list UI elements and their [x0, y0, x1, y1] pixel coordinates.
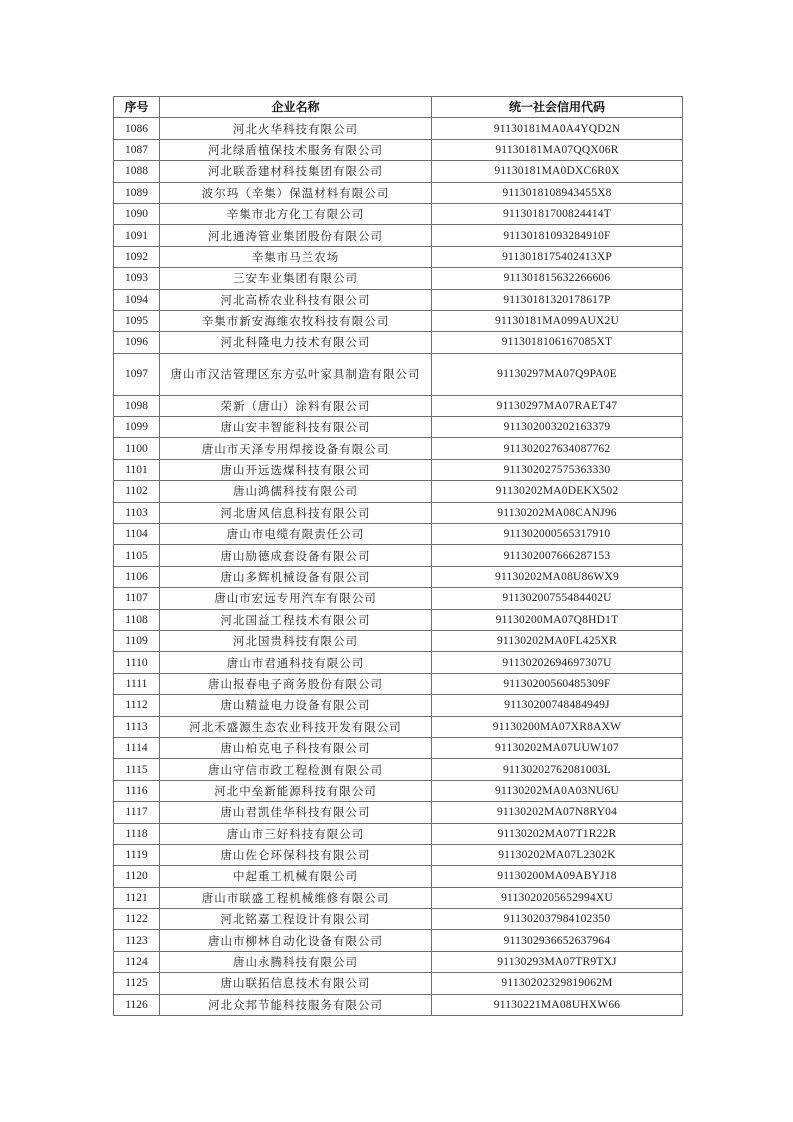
header-credit-code: 统一社会信用代码 [432, 97, 683, 118]
company-name: 唐山报春电子商务股份有限公司 [160, 673, 432, 694]
row-index: 1113 [114, 716, 160, 737]
company-name: 辛集市马兰农场 [160, 246, 432, 267]
table-row [114, 289, 683, 310]
table-row [114, 887, 683, 908]
row-index: 1095 [114, 310, 160, 331]
credit-code: 911302037984102350 [432, 909, 683, 930]
table-header-row [114, 97, 683, 118]
company-name: 河北科隆电力技术有限公司 [160, 332, 432, 353]
company-name: 波尔玛（辛集）保温材料有限公司 [160, 182, 432, 203]
credit-code: 91130202762081003L [432, 759, 683, 780]
company-name: 河北国益工程技术有限公司 [160, 609, 432, 630]
table-row [114, 866, 683, 887]
table-body [114, 118, 683, 1016]
row-index: 1112 [114, 695, 160, 716]
credit-code: 911302000565317910 [432, 524, 683, 545]
table-row [114, 502, 683, 523]
credit-code: 91130202MA0FL425XR [432, 630, 683, 651]
credit-code: 91130221MA08UHXW66 [432, 994, 683, 1015]
table-row [114, 716, 683, 737]
table-row [114, 417, 683, 438]
row-index: 1120 [114, 866, 160, 887]
credit-code: 91130202MA08U86WX9 [432, 566, 683, 587]
credit-code: 91130200748484949J [432, 695, 683, 716]
table-row [114, 695, 683, 716]
table-row [114, 973, 683, 994]
company-name: 河北国贵科技有限公司 [160, 630, 432, 651]
credit-code: 91130202329819062M [432, 973, 683, 994]
table-row [114, 225, 683, 246]
company-name: 唐山联拓信息技术有限公司 [160, 973, 432, 994]
row-index: 1089 [114, 182, 160, 203]
credit-code: 91130202MA08CANJ96 [432, 502, 683, 523]
row-index: 1115 [114, 759, 160, 780]
table-row [114, 630, 683, 651]
company-name: 河北火华科技有限公司 [160, 118, 432, 139]
credit-code: 911301815632266606 [432, 268, 683, 289]
credit-code: 91130202MA0DEKX502 [432, 481, 683, 502]
table-row [114, 780, 683, 801]
company-name: 唐山市君通科技有限公司 [160, 652, 432, 673]
row-index: 1086 [114, 118, 160, 139]
company-name: 唐山市三好科技有限公司 [160, 823, 432, 844]
company-name: 河北唐风信息科技有限公司 [160, 502, 432, 523]
credit-code: 91130181MA0A4YQD2N [432, 118, 683, 139]
credit-code: 91130200MA07XR8AXW [432, 716, 683, 737]
row-index: 1097 [114, 353, 160, 395]
row-index: 1117 [114, 802, 160, 823]
table-row [114, 524, 683, 545]
table-row [114, 566, 683, 587]
company-name: 唐山市宏远专用汽车有限公司 [160, 588, 432, 609]
row-index: 1104 [114, 524, 160, 545]
company-name: 河北中垒新能源科技有限公司 [160, 780, 432, 801]
table-row [114, 994, 683, 1015]
company-name: 唐山君凯佳华科技有限公司 [160, 802, 432, 823]
table-row [114, 588, 683, 609]
credit-code: 9113018108943455X8 [432, 182, 683, 203]
table-row [114, 737, 683, 758]
row-index: 1125 [114, 973, 160, 994]
table-row [114, 161, 683, 182]
row-index: 1126 [114, 994, 160, 1015]
credit-code: 91130202MA07N8RY04 [432, 802, 683, 823]
header-index: 序号 [114, 97, 160, 118]
row-index: 1111 [114, 673, 160, 694]
company-name: 河北联岙建材科技集团有限公司 [160, 161, 432, 182]
company-name: 唐山市柳林自动化设备有限公司 [160, 930, 432, 951]
credit-code: 911302007666287153 [432, 545, 683, 566]
company-name: 辛集市新安海维农牧科技有限公司 [160, 310, 432, 331]
credit-code: 911302027634087762 [432, 438, 683, 459]
row-index: 1106 [114, 566, 160, 587]
credit-code: 91130202MA0A03NU6U [432, 780, 683, 801]
company-name: 三安车业集团有限公司 [160, 268, 432, 289]
table-row [114, 203, 683, 224]
company-name: 河北禾盛源生态农业科技开发有限公司 [160, 716, 432, 737]
table-row [114, 246, 683, 267]
row-index: 1102 [114, 481, 160, 502]
credit-code: 91130181093284910F [432, 225, 683, 246]
table-row [114, 353, 683, 395]
row-index: 1093 [114, 268, 160, 289]
table-row [114, 395, 683, 416]
company-name: 辛集市北方化工有限公司 [160, 203, 432, 224]
row-index: 1108 [114, 609, 160, 630]
table-row [114, 268, 683, 289]
credit-code: 91130297MA07Q9PA0E [432, 353, 683, 395]
table-row [114, 930, 683, 951]
row-index: 1119 [114, 844, 160, 865]
company-name: 唐山市天泽专用焊接设备有限公司 [160, 438, 432, 459]
row-index: 1100 [114, 438, 160, 459]
company-name: 河北绿盾植保技术服务有限公司 [160, 139, 432, 160]
table-row [114, 118, 683, 139]
row-index: 1118 [114, 823, 160, 844]
row-index: 1088 [114, 161, 160, 182]
header-company-name: 企业名称 [160, 97, 432, 118]
table-row [114, 759, 683, 780]
table-row [114, 438, 683, 459]
table-row [114, 310, 683, 331]
table-row [114, 673, 683, 694]
row-index: 1110 [114, 652, 160, 673]
row-index: 1121 [114, 887, 160, 908]
company-name: 唐山市联盛工程机械维修有限公司 [160, 887, 432, 908]
table-row [114, 652, 683, 673]
credit-code: 91130297MA07RAET47 [432, 395, 683, 416]
table-row [114, 481, 683, 502]
credit-code: 911302027575363330 [432, 459, 683, 480]
credit-code: 91130200755484402U [432, 588, 683, 609]
credit-code: 9113018106167085XT [432, 332, 683, 353]
row-index: 1107 [114, 588, 160, 609]
credit-code: 91130202MA07T1R22R [432, 823, 683, 844]
credit-code: 91130181MA07QQX06R [432, 139, 683, 160]
credit-code: 91130202MA07UUW107 [432, 737, 683, 758]
row-index: 1114 [114, 737, 160, 758]
credit-code: 91130202694697307U [432, 652, 683, 673]
row-index: 1098 [114, 395, 160, 416]
row-index: 1087 [114, 139, 160, 160]
table-row [114, 609, 683, 630]
row-index: 1092 [114, 246, 160, 267]
row-index: 1109 [114, 630, 160, 651]
company-name: 河北通涛管业集团股份有限公司 [160, 225, 432, 246]
company-name: 河北铭嘉工程设计有限公司 [160, 909, 432, 930]
table-row [114, 182, 683, 203]
company-name: 河北众邦节能科技服务有限公司 [160, 994, 432, 1015]
table-row [114, 844, 683, 865]
credit-code: 91130181MA0DXC6R0X [432, 161, 683, 182]
company-name: 唐山开远选煤科技有限公司 [160, 459, 432, 480]
row-index: 1122 [114, 909, 160, 930]
credit-code: 91130202MA07L2302K [432, 844, 683, 865]
company-name: 唐山守信市政工程检测有限公司 [160, 759, 432, 780]
credit-code: 91130181320178617P [432, 289, 683, 310]
table-row [114, 823, 683, 844]
row-index: 1103 [114, 502, 160, 523]
credit-code: 91130200MA07Q8HD1T [432, 609, 683, 630]
row-index: 1124 [114, 951, 160, 972]
row-index: 1101 [114, 459, 160, 480]
table-row [114, 139, 683, 160]
row-index: 1099 [114, 417, 160, 438]
company-name: 唐山励德成套设备有限公司 [160, 545, 432, 566]
credit-code: 911302003202163379 [432, 417, 683, 438]
row-index: 1123 [114, 930, 160, 951]
table-row [114, 332, 683, 353]
company-name: 唐山安丰智能科技有限公司 [160, 417, 432, 438]
company-name: 荣新（唐山）涂料有限公司 [160, 395, 432, 416]
credit-code: 9113020205652994XU [432, 887, 683, 908]
company-credit-code-table [113, 96, 683, 1016]
credit-code: 91130181700824414T [432, 203, 683, 224]
table-row [114, 459, 683, 480]
table-row [114, 545, 683, 566]
company-name: 中起重工机械有限公司 [160, 866, 432, 887]
credit-code: 91130293MA07TR9TXJ [432, 951, 683, 972]
credit-code: 91130200MA09ABYJ18 [432, 866, 683, 887]
credit-code: 91130200560485309F [432, 673, 683, 694]
company-name: 唐山佐仑环保科技有限公司 [160, 844, 432, 865]
row-index: 1094 [114, 289, 160, 310]
credit-code: 9113018175402413XP [432, 246, 683, 267]
row-index: 1096 [114, 332, 160, 353]
company-name: 唐山市汉沽管理区东方弘叶家具制造有限公司 [160, 353, 432, 395]
company-name: 唐山柏克电子科技有限公司 [160, 737, 432, 758]
table-row [114, 909, 683, 930]
company-name: 唐山多辉机械设备有限公司 [160, 566, 432, 587]
company-name: 唐山精益电力设备有限公司 [160, 695, 432, 716]
table-row [114, 951, 683, 972]
row-index: 1091 [114, 225, 160, 246]
row-index: 1105 [114, 545, 160, 566]
company-name: 唐山永腾科技有限公司 [160, 951, 432, 972]
credit-code: 91130181MA099AUX2U [432, 310, 683, 331]
credit-code: 911302936652637964 [432, 930, 683, 951]
company-name: 河北高桥农业科技有限公司 [160, 289, 432, 310]
company-name: 唐山市电缆有限责任公司 [160, 524, 432, 545]
row-index: 1090 [114, 203, 160, 224]
table-row [114, 802, 683, 823]
row-index: 1116 [114, 780, 160, 801]
company-name: 唐山鸿儒科技有限公司 [160, 481, 432, 502]
